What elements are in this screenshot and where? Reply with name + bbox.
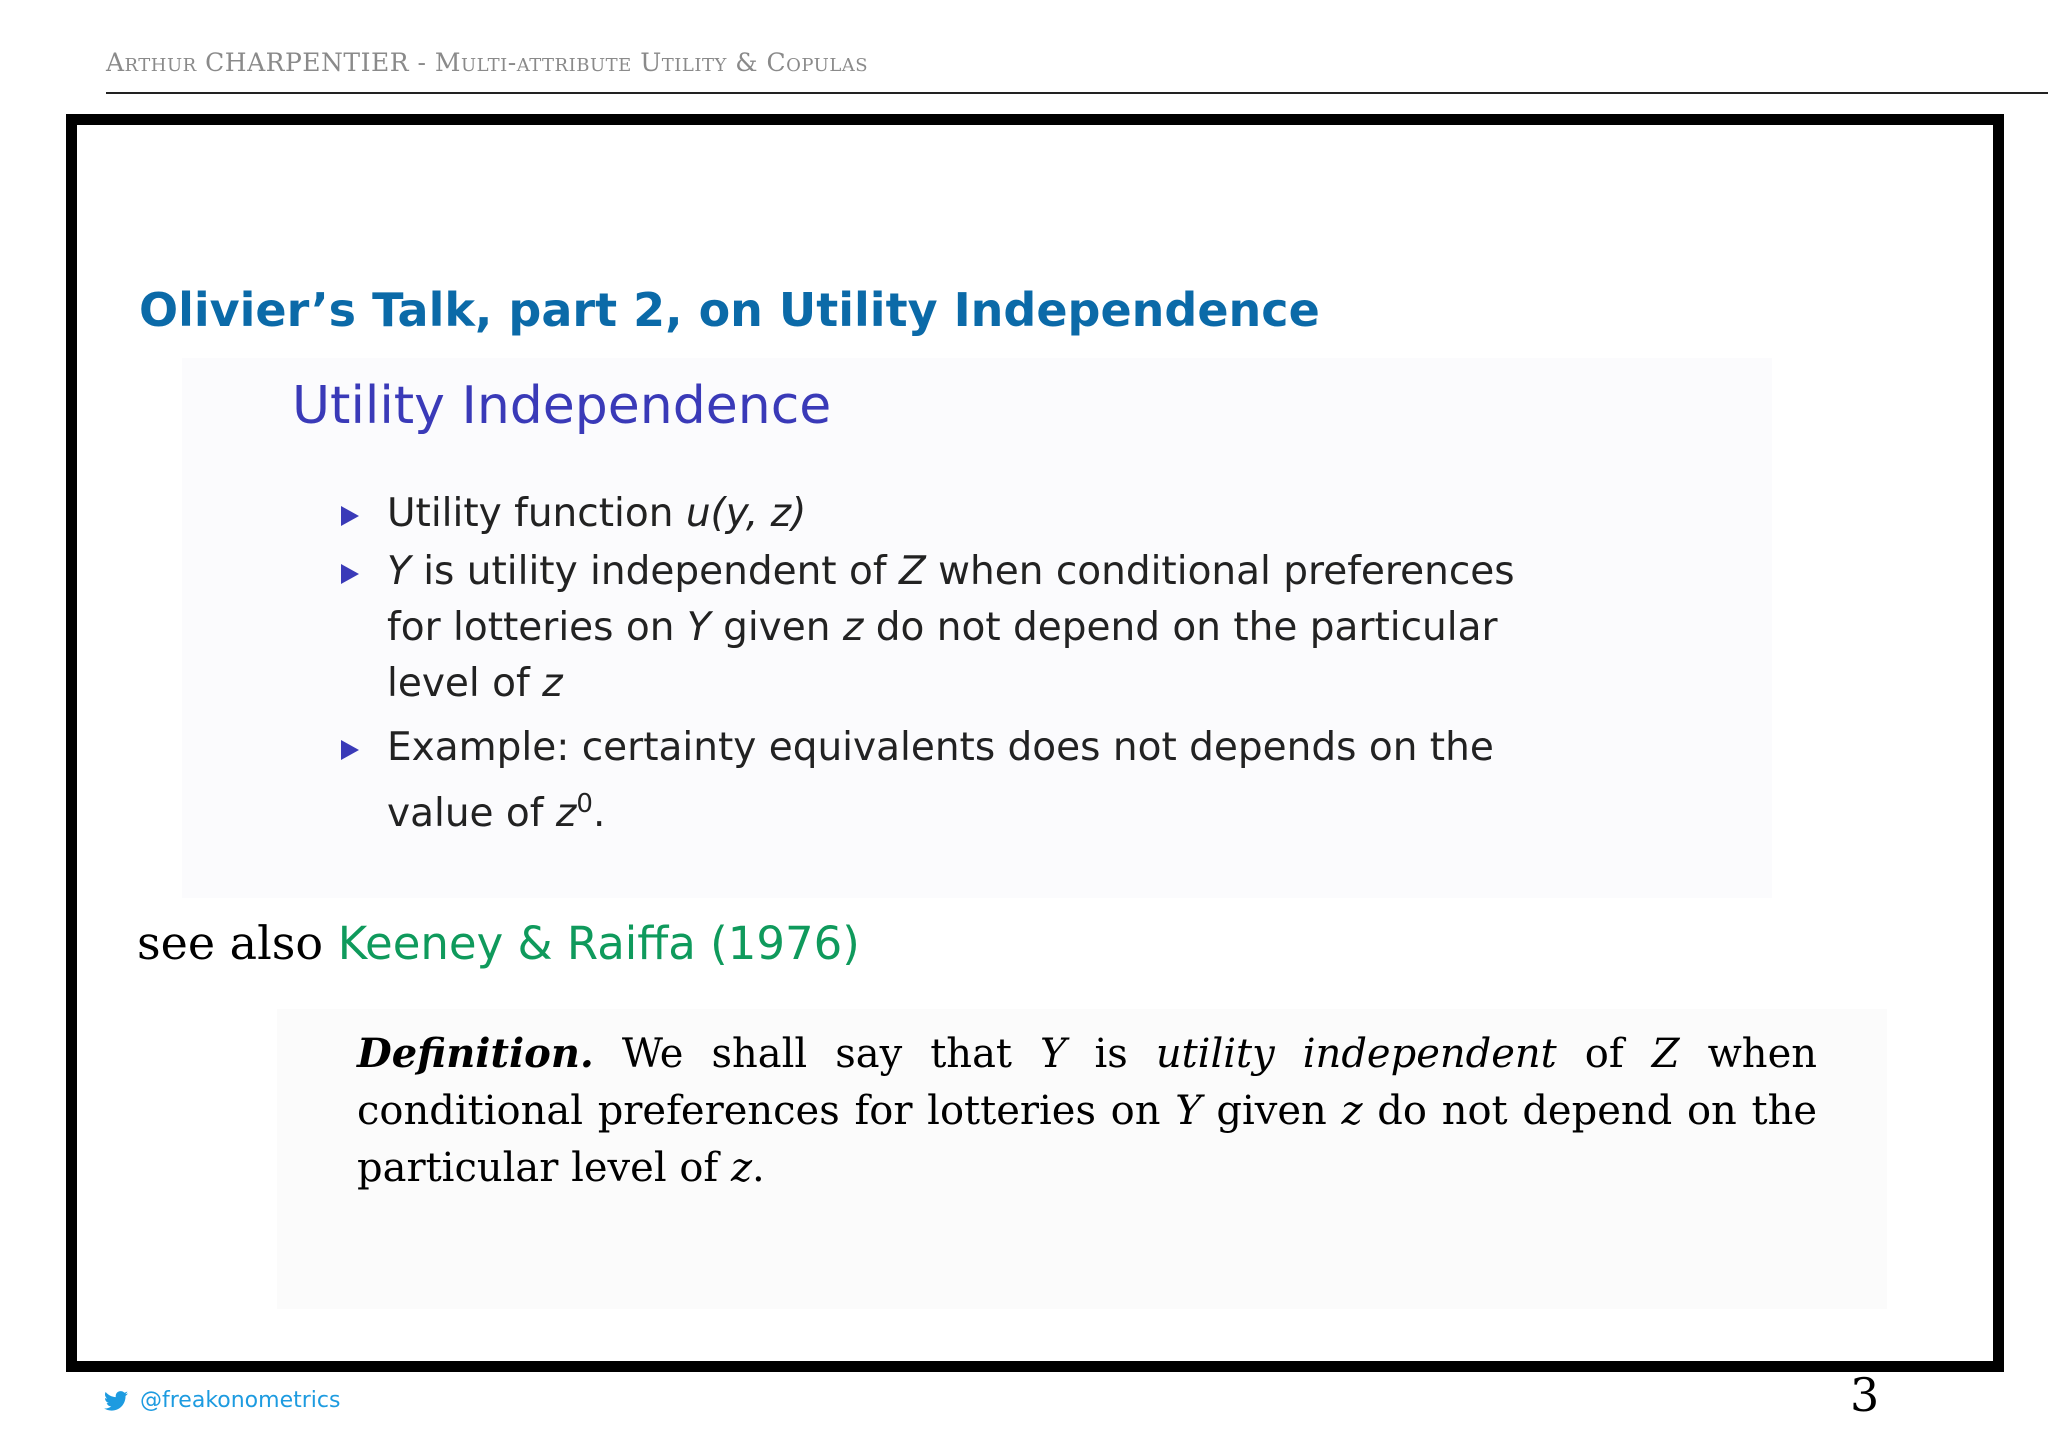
- twitter-handle: @freakonometrics: [140, 1388, 341, 1413]
- definition-emphasis: utility independent: [1155, 1031, 1557, 1077]
- definition-math: z: [1341, 1088, 1363, 1134]
- bullet-text: Example: certainty equivalents does not depends on the value of: [387, 725, 1494, 836]
- bullet-superscript: 0: [576, 789, 593, 819]
- definition-label: Definition.: [357, 1030, 594, 1077]
- definition-math: Z: [1651, 1031, 1680, 1077]
- bullet-math: Z: [898, 549, 926, 594]
- bullet-text: Utility function: [387, 491, 686, 536]
- bullet-item: [387, 486, 1567, 542]
- bullet-math: u(y, z): [685, 491, 807, 536]
- definition-part: We shall say that: [593, 1031, 1041, 1077]
- bullet-math: Y: [387, 549, 411, 594]
- bullet-math: z: [842, 605, 864, 650]
- running-header: Arthur CHARPENTIER - Multi-attribute Utility & Copulas: [106, 48, 869, 77]
- triangle-bullet-icon: [341, 740, 359, 760]
- definition-part: is: [1066, 1031, 1156, 1077]
- definition-math: Y: [1175, 1088, 1202, 1134]
- definition-part: .: [752, 1145, 765, 1191]
- screenshot-heading: Utility Independence: [292, 376, 832, 436]
- triangle-bullet-icon: [341, 564, 359, 584]
- slide-title: Olivier’s Talk, part 2, on Utility Independence: [139, 283, 1320, 337]
- triangle-bullet-icon: [341, 506, 359, 526]
- twitter-icon: [104, 1391, 128, 1411]
- bullet-math: z: [555, 791, 577, 836]
- see-also: [137, 916, 860, 970]
- definition-part: given: [1201, 1088, 1342, 1134]
- slide-frame: [66, 114, 2004, 1372]
- bullet-text: .: [592, 791, 606, 836]
- bullet-text: is utility independent of: [410, 549, 899, 594]
- book-excerpt: [277, 1009, 1887, 1309]
- bullet-text: do not depend on the particular level of: [387, 605, 1498, 706]
- talk-screenshot: [182, 358, 1772, 898]
- bullet-text: given: [710, 605, 843, 650]
- reference-link[interactable]: Keeney & Raiffa (1976): [337, 917, 860, 970]
- bullet-item: [387, 720, 1567, 842]
- twitter-link[interactable]: [104, 1388, 340, 1413]
- bullet-item: [387, 544, 1567, 712]
- bullet-math: z: [542, 661, 563, 706]
- definition-part: of: [1556, 1031, 1652, 1077]
- definition-math: z: [730, 1145, 753, 1191]
- page-number: 3: [1850, 1368, 1880, 1422]
- see-also-prefix: see also: [137, 916, 338, 970]
- definition-part: when conditional preferences for lotteries on: [357, 1031, 1818, 1134]
- definition-text: [357, 1025, 1817, 1197]
- definition-part: do not depend on the particular level of: [357, 1088, 1818, 1191]
- bullet-text: when conditional preferences for lotteries on: [387, 549, 1515, 650]
- header-rule: [106, 92, 2048, 94]
- definition-math: Y: [1040, 1031, 1067, 1077]
- bullet-math: Y: [686, 605, 711, 650]
